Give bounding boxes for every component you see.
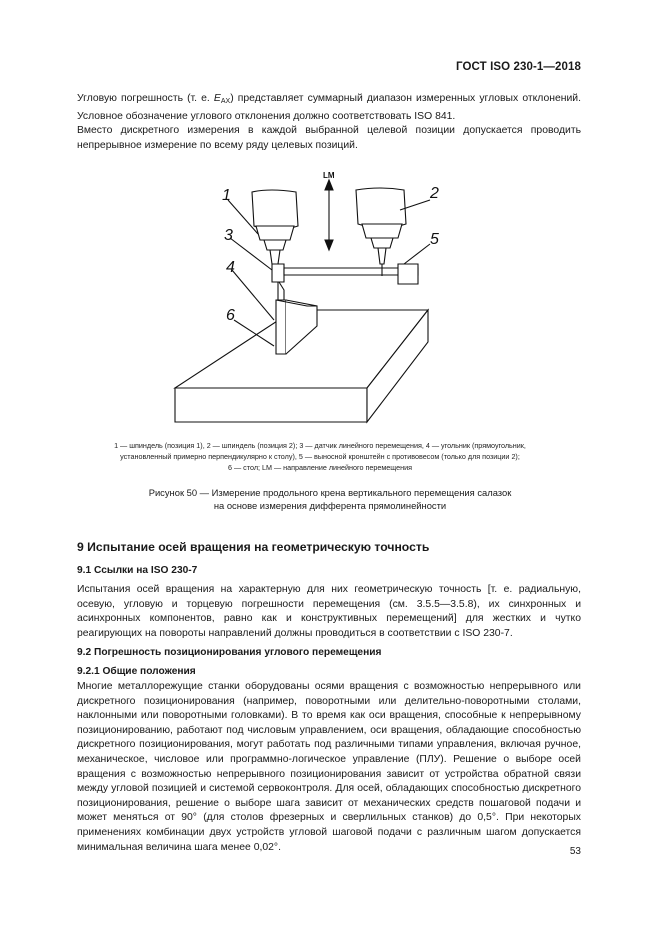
intro-paragraph-2: Вместо дискретного измерения в каждой выбранной целевой позиции допускается проводить непрерывное измерение по всему ряду целевых позиций.: [77, 125, 581, 151]
label-5: 5: [430, 231, 439, 248]
figure-50-diagram: [160, 160, 460, 430]
intro-paragraph-1: Угловую погрешность (т. е. $E_{AX}$) представляет суммарный диапазон измеренных угловых отклонений. Условное обозначение углового отклонения должно соответствовать ISO 841.: [77, 93, 581, 122]
table-front: [175, 388, 367, 422]
document-code: ГОСТ ISO 230-1—2018: [456, 61, 581, 73]
spindle-1-body: [252, 190, 298, 230]
angular-error-subscript: AX: [220, 98, 231, 105]
page-number: 53: [569, 846, 581, 857]
label-3: 3: [224, 227, 233, 244]
section-9-heading: 9 Испытание осей вращения на геометрическую точность: [77, 540, 430, 554]
section-9-2-heading: 9.2 Погрешность позиционирования углового перемещения: [77, 647, 382, 658]
figure-caption: Рисунок 50 — Измерение продольного крена вертикального перемещения салазок на основе измерения дифферента прямолинейности: [148, 487, 512, 511]
label-4: 4: [226, 259, 235, 276]
section-9-2-1-text: Многие металлорежущие станки оборудованы осями вращения с возможностью непрерывного или дискретного позиционирования (например, поворотными или делительно-поворотными столами, наклонными или поворотными головками). В то время как оси вращения, способные к непрерывному позиционированию, работают под числовым управлением, оси вращения, обладающие способностью дискретного позиционирования, могут работать под различными типами управления, включая ручное, механическое, числовое или программно-логическое управление (ПЛУ). Решение о выборе осей вращения с возможностью непрерывного позиционирования зависит от устройства обратной связи между угловой позицией и системой сервоконтроля. Для осей, обладающих способностью дискретного позиционирования, решение о выборе шага зависит от механических средств пошаговой подачи и может меняться от 90° (для столов фрезерных и сверлильных станков) до 0,5°. При некоторых применениях комбинации двух устройств угловой шаговой подачи с различным шагом допускается минимальная величина шага менее 0,02°.: [77, 681, 581, 853]
figure-legend: 1 — шпиндель (позиция 1), 2 — шпиндель (позиция 2); 3 — датчик линейного перемещения, 4 — угольник (прямоугольник, установленный примерно перпендикулярно к столу), 5 — выносной кронштейн с противовесом (только для позиции 2); 6 — стол; LM — направление линейного перемещения: [114, 441, 526, 472]
section-9-1-text: Испытания осей вращения на характерную для них геометрическую точность [т. е. радиальную, осевую, угловую и торцевую погрешности перемещения (см. 3.5.5—3.5.8), их синхронных и асинхронных компонентов, равно как и конструктивных перемещений] для жестких и чутко реагирующих на повороты направлений должны проводиться в соответствии с ISO 230-7.: [77, 584, 581, 639]
label-lm: LM: [323, 171, 335, 180]
label-1: 1: [222, 187, 231, 204]
label-2: 2: [430, 185, 439, 202]
angular-error-symbol: E: [213, 93, 221, 104]
section-9-1-heading: 9.1 Ссылки на ISO 230-7: [77, 565, 198, 576]
intro-text: [77, 92, 581, 153]
label-6: 6: [226, 307, 235, 324]
spindle-2-body: [356, 188, 406, 228]
section-9-2-1-heading: 9.2.1 Общие положения: [77, 666, 196, 677]
sensor-3: [272, 264, 284, 282]
square-block: [276, 300, 286, 354]
